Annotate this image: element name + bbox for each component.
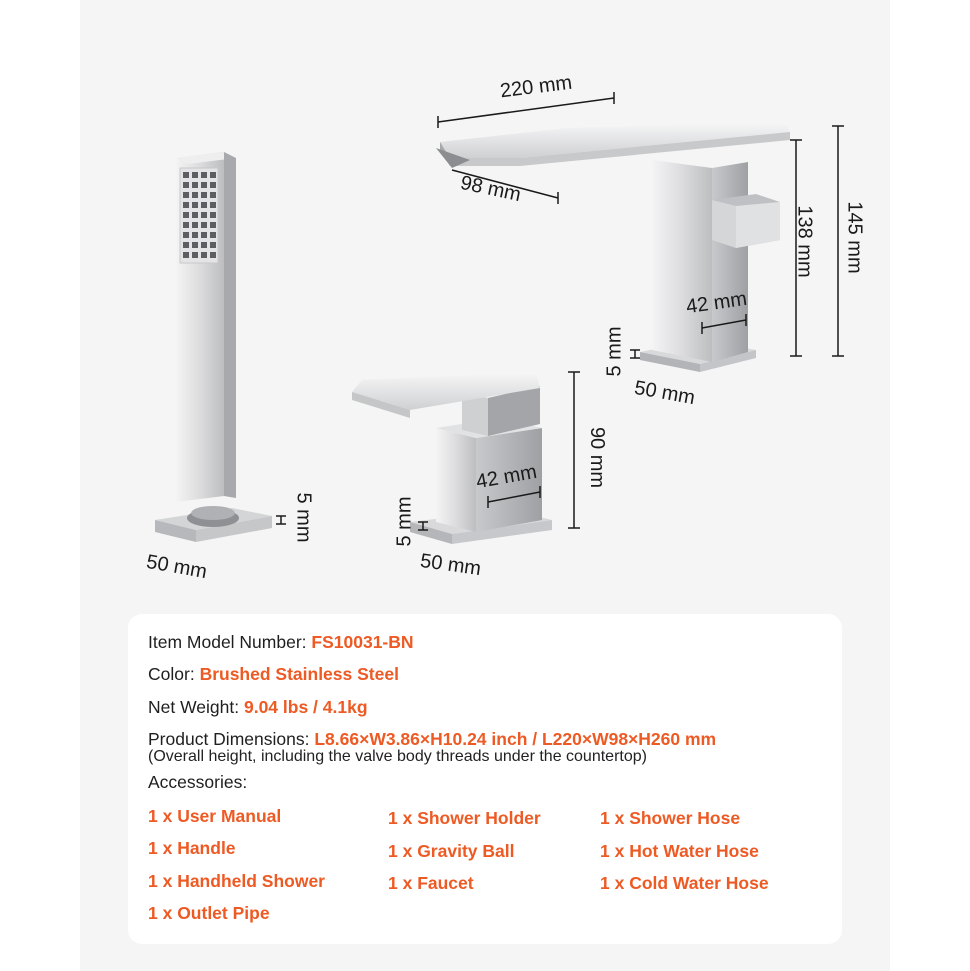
nozzle-hole <box>192 242 198 248</box>
nozzle-hole <box>210 222 216 228</box>
nozzle-hole <box>192 182 198 188</box>
dim-spout-length: 220 mm <box>498 71 574 103</box>
nozzle-hole <box>183 232 189 238</box>
nozzle-hole <box>183 192 189 198</box>
nozzle-hole <box>192 222 198 228</box>
nozzle-hole <box>201 222 207 228</box>
nozzle-hole <box>210 232 216 238</box>
accessory-item: 1 x Handheld Shower <box>148 871 325 891</box>
nozzle-hole <box>201 252 207 258</box>
dim-spout-base-thickness: 5 mm <box>603 326 626 377</box>
model-value: FS10031-BN <box>311 632 414 652</box>
accessory-item: 1 x Shower Hose <box>600 808 741 828</box>
dims-note: (Overall height, including the valve body threads under the countertop) <box>148 748 647 765</box>
dims-value: L8.66×W3.86×H10.24 inch / L220×W98×H260 mm <box>314 729 717 749</box>
nozzle-hole <box>210 182 216 188</box>
spec-card <box>128 614 842 944</box>
accessory-item: 1 x Faucet <box>388 873 474 893</box>
color-row <box>148 664 399 685</box>
nozzle-hole <box>183 212 189 218</box>
nozzle-hole <box>210 192 216 198</box>
dim-handle-base-thickness: 5 mm <box>393 496 416 547</box>
dim-spout-height: 138 mm <box>793 205 816 278</box>
model-label: Item Model Number: <box>148 632 307 652</box>
model-row <box>148 632 414 653</box>
nozzle-hole <box>210 242 216 248</box>
nozzle-hole <box>192 202 198 208</box>
color-value: Brushed Stainless Steel <box>199 664 399 684</box>
nozzle-hole <box>192 172 198 178</box>
nozzle-hole <box>210 252 216 258</box>
nozzle-hole <box>192 192 198 198</box>
nozzle-hole <box>183 242 189 248</box>
nozzle-hole <box>201 202 207 208</box>
accessory-item: 1 x Gravity Ball <box>388 841 515 861</box>
nozzle-hole <box>201 192 207 198</box>
accessories-label: Accessories: <box>148 772 248 792</box>
dims-label: Product Dimensions: <box>148 729 310 749</box>
nozzle-hole <box>183 182 189 188</box>
nozzle-hole <box>183 172 189 178</box>
dim-handle-base-depth: 50 mm <box>418 549 483 581</box>
nozzle-hole <box>183 252 189 258</box>
nozzle-hole <box>192 232 198 238</box>
accessory-item: 1 x Shower Holder <box>388 808 541 828</box>
nozzle-hole <box>201 172 207 178</box>
weight-row <box>148 697 368 718</box>
handle-valve <box>352 372 552 544</box>
accessory-item: 1 x User Manual <box>148 806 282 826</box>
dim-handle-height: 90 mm <box>586 426 609 489</box>
nozzle-hole <box>201 242 207 248</box>
nozzle-hole <box>201 212 207 218</box>
dim-shower-base-thickness: 5 mm <box>292 492 315 543</box>
handheld-shower <box>155 152 272 542</box>
nozzle-hole <box>183 222 189 228</box>
nozzle-hole <box>192 252 198 258</box>
accessory-item: 1 x Cold Water Hose <box>600 873 769 893</box>
dim-spout-base-depth: 50 mm <box>632 376 697 410</box>
nozzle-hole <box>201 182 207 188</box>
weight-value: 9.04 lbs / 4.1kg <box>243 697 368 717</box>
dim-spout-width: 98 mm <box>458 171 523 207</box>
nozzle-hole <box>210 212 216 218</box>
color-label: Color: <box>148 664 195 684</box>
dim-spout-base-width: 42 mm <box>684 287 749 319</box>
dim-shower-base-depth: 50 mm <box>144 550 209 584</box>
weight-label: Net Weight: <box>148 697 240 717</box>
dim-handle-base-width: 42 mm <box>474 460 539 494</box>
accessory-item: 1 x Outlet Pipe <box>148 903 270 923</box>
nozzle-hole <box>192 212 198 218</box>
nozzle-hole <box>183 202 189 208</box>
nozzle-hole <box>210 172 216 178</box>
dims-row <box>148 729 716 750</box>
nozzle-hole <box>210 202 216 208</box>
accessory-item: 1 x Handle <box>148 838 236 858</box>
dim-spout-total-height: 145 mm <box>843 201 866 274</box>
accessory-item: 1 x Hot Water Hose <box>600 841 759 861</box>
nozzle-hole <box>201 232 207 238</box>
